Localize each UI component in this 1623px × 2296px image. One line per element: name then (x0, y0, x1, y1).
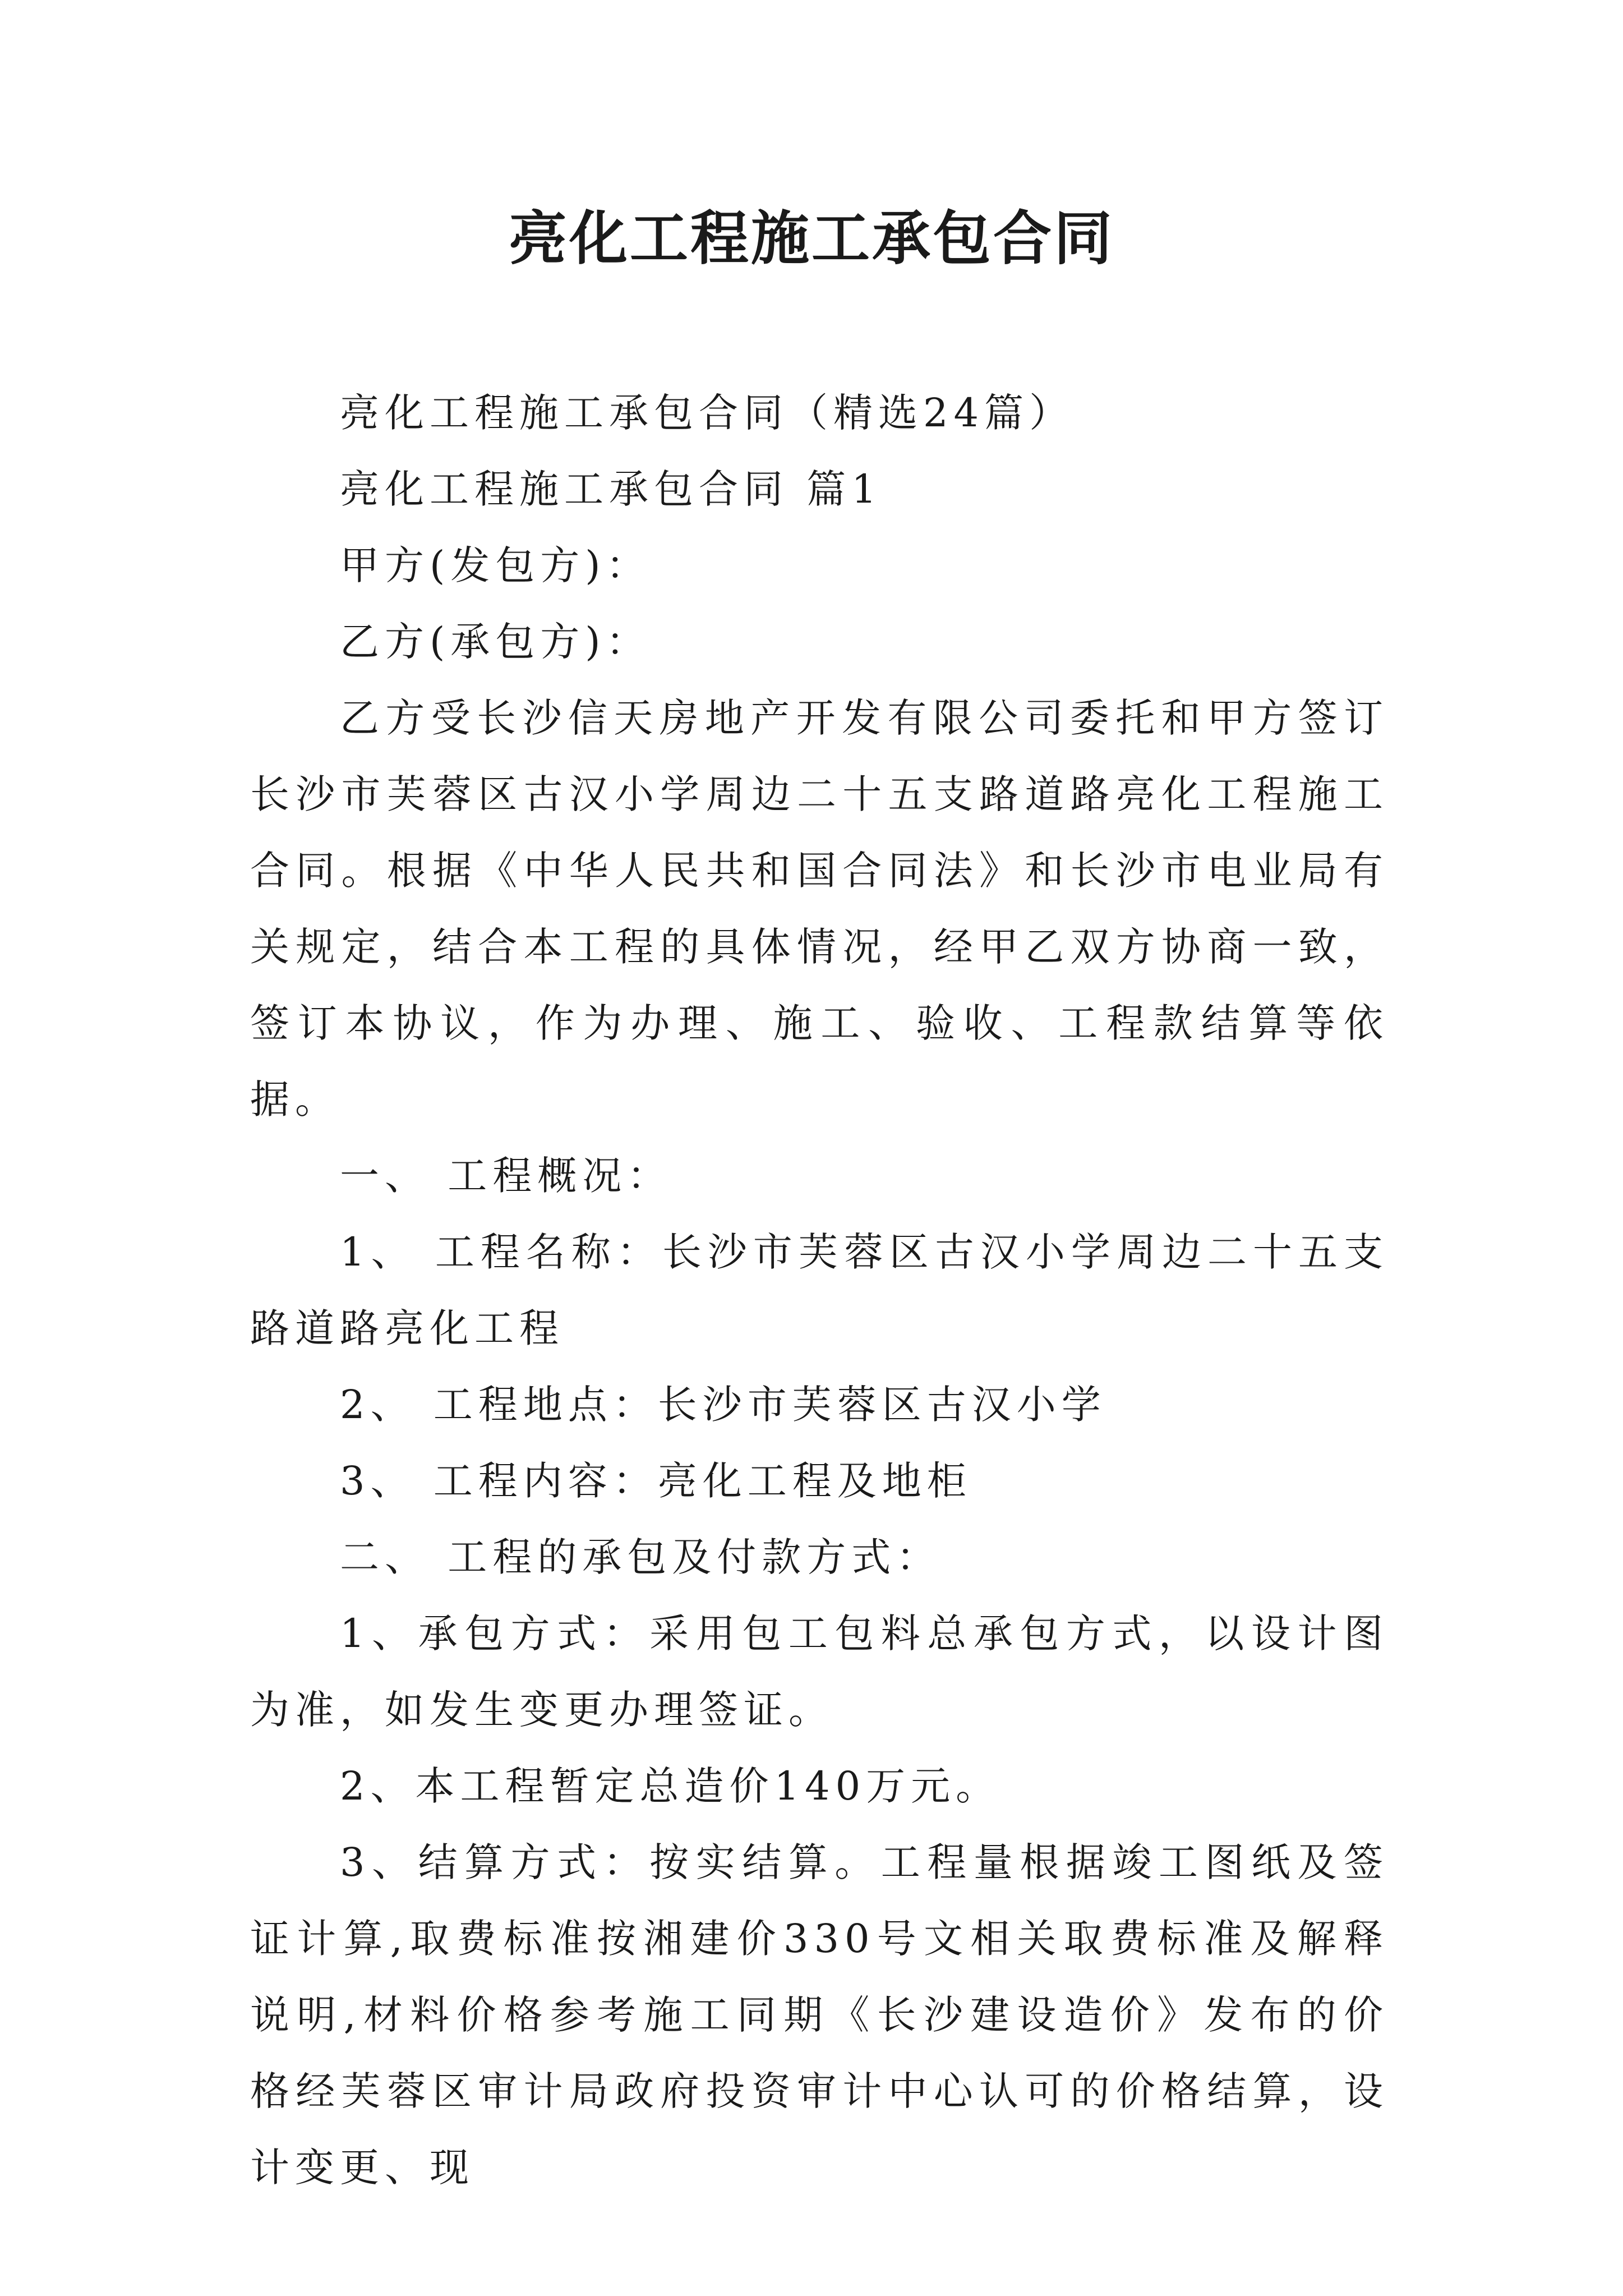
paragraph-project-name: 1、 工程名称：长沙市芙蓉区古汉小学周边二十五支路道路亮化工程 (250, 1229, 1389, 1351)
document-body (250, 375, 1389, 2206)
paragraph-project-content: 3、 工程内容：亮化工程及地柜 (340, 1458, 972, 1504)
paragraph-preamble: 乙方受长沙信天房地产开发有限公司委托和甲方签订长沙市芙蓉区古汉小学周边二十五支路道路亮化工程施工合同。根据《中华人民共和国合同法》和长沙市电业局有关规定，结合本工程的具体情况，经甲乙双方协商一致，签订本协议，作为办理、施工、验收、工程款结算等依据。 (250, 695, 1389, 1122)
paragraph-settlement-method: 3、结算方式：按实结算。工程量根据竣工图纸及签证计算,取费标准按湘建价330号文相关取费标准及解释说明,材料价格参考施工同期《长沙建设造价》发布的价格经芙蓉区审计局政府投资审计中心认可的价格结算，设计变更、现 (250, 1839, 1389, 2191)
paragraph-subtitle: 亮化工程施工承包合同（精选24篇） (340, 390, 1075, 436)
paragraph-section-heading: 亮化工程施工承包合同 篇1 (340, 466, 882, 512)
paragraph-contract-method: 1、承包方式：采用包工包料总承包方式，以设计图为准，如发生变更办理签证。 (250, 1611, 1389, 1733)
paragraph-heading-overview: 一、 工程概况： (340, 1153, 672, 1199)
paragraph-party-b: 乙方(承包方)： (340, 619, 651, 665)
document-title: 亮化工程施工承包合同 (508, 204, 1114, 273)
paragraph-project-location: 2、 工程地点：长沙市芙蓉区古汉小学 (340, 1382, 1106, 1428)
paragraph-party-a: 甲方(发包方)： (340, 542, 651, 588)
paragraph-total-cost: 2、本工程暂定总造价140万元。 (340, 1763, 1001, 1809)
paragraph-heading-contract-payment: 二、 工程的承包及付款方式： (340, 1534, 942, 1580)
